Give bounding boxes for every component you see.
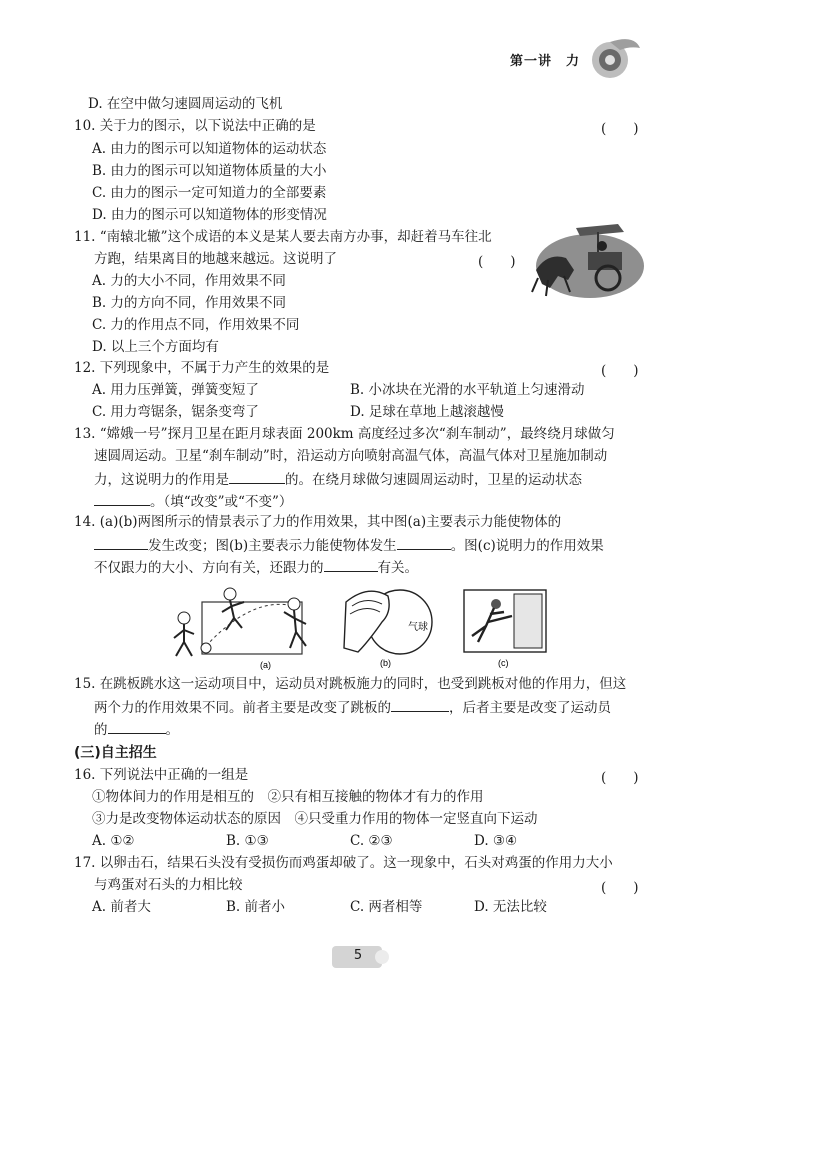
q15-line3 bbox=[94, 719, 179, 739]
q14-blank-1[interactable] bbox=[94, 535, 148, 550]
q10-option-c: C. 由力的图示一定可知道力的全部要素 bbox=[92, 185, 327, 201]
q17-option-b: B. 前者小 bbox=[226, 899, 286, 915]
q16-option-c: C. ②③ bbox=[350, 833, 393, 849]
page-number-badge bbox=[332, 944, 390, 970]
q14-line3-text-b: 有关。 bbox=[377, 560, 418, 576]
q11-answer-paren: ( ) bbox=[478, 254, 516, 270]
q16-answer-paren: ( ) bbox=[601, 770, 639, 786]
figure-b-label: (b) bbox=[380, 658, 391, 668]
q14-line2-text-a: 发生改变；图(b)主要表示力能使物体发生 bbox=[148, 538, 397, 554]
q17-option-c: C. 两者相等 bbox=[350, 899, 423, 915]
balloon-label: 气球 bbox=[408, 622, 428, 633]
q10-option-d: D. 由力的图示可以知道物体的形变情况 bbox=[92, 207, 327, 223]
q12-stem: 12. 下列现象中，不属于力产生的效果的是 bbox=[74, 360, 330, 376]
q13-blank-1[interactable] bbox=[229, 469, 285, 484]
q13-line3-text-b: 的。在绕月球做匀速圆周运动时，卫星的运动状态 bbox=[285, 472, 582, 488]
q14-line3-text-a: 不仅跟力的大小、方向有关，还跟力的 bbox=[94, 560, 324, 576]
q13-blank-2[interactable] bbox=[94, 491, 150, 506]
q12-option-d: D. 足球在草地上越滚越慢 bbox=[350, 404, 504, 420]
q17-answer-paren: ( ) bbox=[601, 880, 639, 896]
q14-line1: 14. (a)(b)两图所示的情景表示了力的作用效果，其中图(a)主要表示力能使物体的 bbox=[74, 514, 562, 530]
q12-option-a: A. 用力压弹簧，弹簧变短了 bbox=[92, 382, 259, 398]
q13-line3-text-a: 力，这说明力的作用是 bbox=[94, 472, 229, 488]
q11-option-a: A. 力的大小不同，作用效果不同 bbox=[92, 273, 286, 289]
figure-c-door bbox=[460, 586, 550, 672]
q16-option-d: D. ③④ bbox=[474, 833, 518, 849]
q13-line3 bbox=[94, 469, 582, 489]
q15-blank-1[interactable] bbox=[391, 697, 449, 712]
q10-option-b: B. 由力的图示可以知道物体质量的大小 bbox=[92, 163, 327, 179]
q13-line1: 13. “嫦娥一号”探月卫星在距月球表面 200km 高度经过多次“刹车制动”，最终绕月球做匀 bbox=[74, 426, 615, 442]
q15-line2-text-a: 两个力的作用效果不同。前者主要是改变了跳板的 bbox=[94, 700, 391, 716]
q14-blank-3[interactable] bbox=[324, 557, 378, 572]
q17-line1: 17. 以卵击石，结果石头没有受损伤而鸡蛋却破了。这一现象中，石头对鸡蛋的作用力大小 bbox=[74, 855, 613, 871]
q15-line3-text-a: 的 bbox=[94, 722, 108, 738]
q15-line2-text-b: ，后者主要是改变了运动员 bbox=[449, 700, 611, 716]
figure-b-balloon bbox=[338, 582, 438, 672]
q15-blank-2[interactable] bbox=[108, 719, 166, 734]
q12-option-b: B. 小冰块在光滑的水平轨道上匀速滑动 bbox=[350, 382, 585, 398]
page-header bbox=[495, 34, 645, 84]
page-number: 5 bbox=[353, 948, 363, 963]
q14-line2 bbox=[94, 535, 604, 555]
q15-line2 bbox=[94, 697, 611, 717]
q17-line2: 与鸡蛋对石头的力相比较 bbox=[94, 877, 243, 893]
q16-statements-2: ③力是改变物体运动状态的原因 ④只受重力作用的物体一定竖直向下运动 bbox=[92, 811, 538, 827]
q10-answer-paren: ( ) bbox=[601, 121, 639, 137]
q15-line3-text-b: 。 bbox=[165, 722, 179, 738]
figure-a-soccer bbox=[166, 582, 336, 672]
q17-option-d: D. 无法比较 bbox=[474, 899, 547, 915]
q16-statements-1: ①物体间力的作用是相互的 ②只有相互接触的物体才有力的作用 bbox=[92, 789, 484, 805]
q12-option-c: C. 用力弯锯条，锯条变弯了 bbox=[92, 404, 259, 420]
q10-option-a: A. 由力的图示可以知道物体的运动状态 bbox=[92, 141, 327, 157]
q11-option-c: C. 力的作用点不同，作用效果不同 bbox=[92, 317, 300, 333]
q14-line3 bbox=[94, 557, 418, 577]
q16-option-a: A. ①② bbox=[92, 833, 135, 849]
figure-c-label: (c) bbox=[498, 658, 509, 668]
figure-a-label: (a) bbox=[260, 660, 271, 670]
q11-stem-line2: 方跑，结果离目的地越来越远。这说明了 bbox=[94, 251, 337, 267]
q13-line2: 速圆周运动。卫星“刹车制动”时，沿运动方向喷射高温气体，高温气体对卫星施加制动 bbox=[94, 448, 608, 464]
q16-stem: 16. 下列说法中正确的一组是 bbox=[74, 767, 249, 783]
q14-blank-2[interactable] bbox=[397, 535, 451, 550]
q10-stem: 10. 关于力的图示，以下说法中正确的是 bbox=[74, 118, 316, 134]
q16-option-b: B. ①③ bbox=[226, 833, 269, 849]
q13-line4-text: 。（填“改变”或“不变”） bbox=[150, 494, 293, 510]
q17-option-a: A. 前者大 bbox=[92, 899, 151, 915]
q11-option-b: B. 力的方向不同，作用效果不同 bbox=[92, 295, 287, 311]
q14-line2-text-b: 。图(c)说明力的作用效果 bbox=[450, 538, 604, 554]
section-title: (三)自主招生 bbox=[74, 745, 157, 761]
q13-line4 bbox=[94, 491, 292, 511]
q15-line1: 15. 在跳板跳水这一运动项目中，运动员对跳板施力的同时，也受到跳板对他的作用力，但这 bbox=[74, 676, 627, 692]
q9-option-d: D. 在空中做匀速圆周运动的飞机 bbox=[88, 96, 283, 112]
q11-stem-line1: 11. “南辕北辙”这个成语的本义是某人要去南方办事，却赶着马车往北 bbox=[74, 229, 492, 245]
chapter-logo-icon bbox=[590, 38, 642, 82]
chapter-title: 第一讲 力 bbox=[510, 54, 581, 69]
q12-answer-paren: ( ) bbox=[601, 363, 639, 379]
q11-option-d: D. 以上三个方面均有 bbox=[92, 339, 219, 355]
horse-carriage-illustration bbox=[528, 218, 644, 302]
